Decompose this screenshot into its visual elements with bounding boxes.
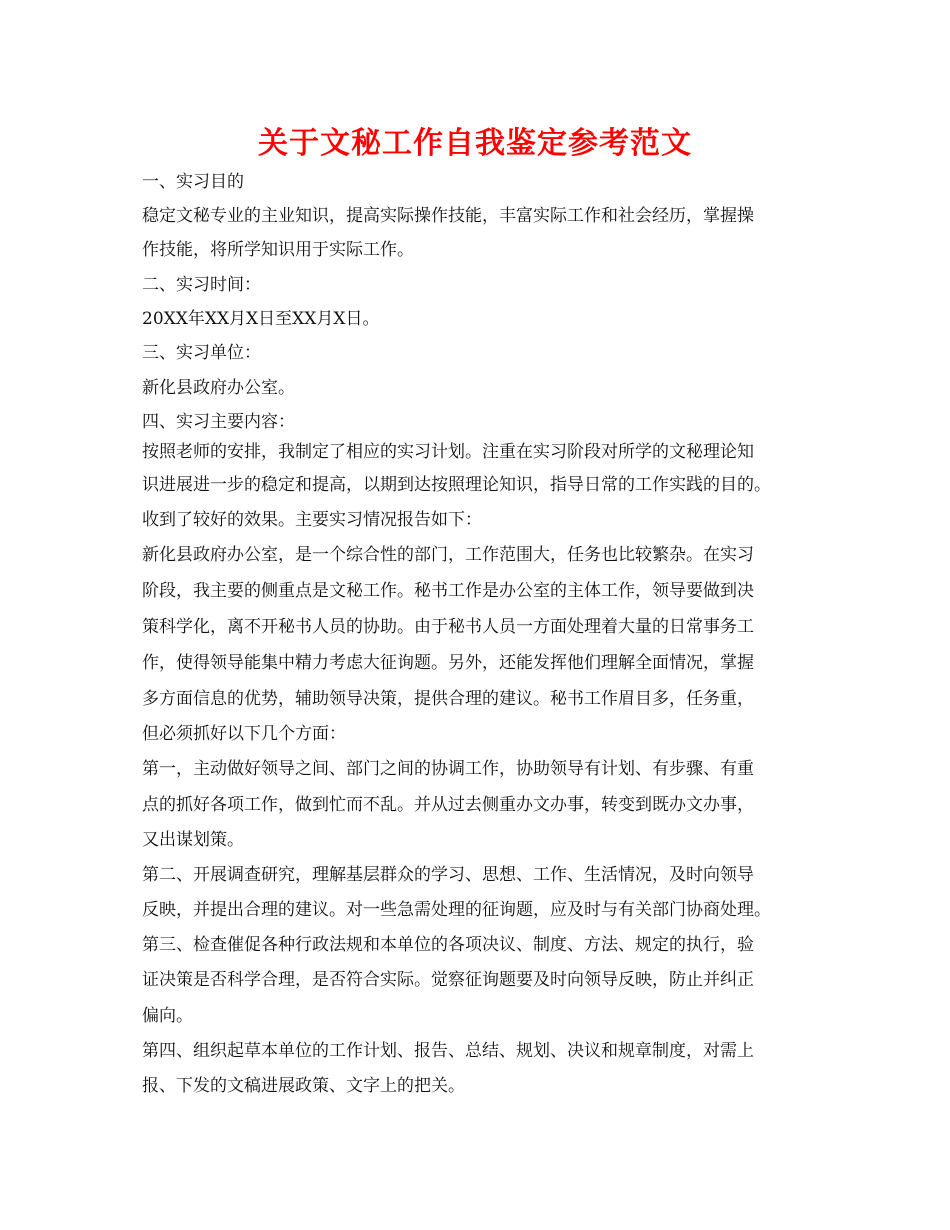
body-text-line: 点的抓好各项工作，做到忙而不乱。并从过去侧重办文办事，转变到既办文办事， [142,795,754,815]
body-text-line: 反映，并提出合理的建议。对一些急需处理的征询题，应及时与有关部门协商处理。 [142,900,771,920]
body-text-line: 作技能，将所学知识用于实际工作。 [142,240,414,260]
body-text-line: 报、下发的文稿进展政策、文字上的把关。 [142,1076,465,1096]
body-text-line: 识进展进一步的稳定和提高，以期到达按照理论知识，指导日常的工作实践的目的。 [142,475,771,495]
body-text-line: 稳定文秘专业的主业知识，提高实际操作技能，丰富实际工作和社会经历，掌握操 [142,206,754,226]
body-text-line: 第一，主动做好领导之间、部门之间的协调工作，协助领导有计划、有步骤、有重 [142,759,754,779]
body-text-line: 按照老师的安排，我制定了相应的实习计划。注重在实习阶段对所学的文秘理论知 [142,442,754,462]
document-title: 关于文秘工作自我鉴定参考范文 [258,126,692,161]
body-text-line: 偏向。 [142,1006,193,1026]
body-text-line: 作，使得领导能集中精力考虑大征询题。另外，还能发挥他们理解全面情况，掌握 [142,653,754,673]
body-text-line: 三、实习单位： [142,343,261,363]
body-text-line: 一、实习目的 [142,172,244,192]
body-text-line: 第二、开展调查研究，理解基层群众的学习、思想、工作、生活情况，及时向领导 [142,865,754,885]
body-text-line: 四、实习主要内容： [142,412,295,432]
body-text-line: 20XX年XX月X日至XX月X日。 [142,309,380,329]
body-text-line: 多方面信息的优势，辅助领导决策，提供合理的建议。秘书工作眉目多，任务重， [142,689,754,709]
body-text-line: 新化县政府办公室，是一个综合性的部门，工作范围大，任务也比较繁杂。在实习 [142,545,754,565]
body-text-line: 又出谋划策。 [142,830,244,850]
body-text-line: 证决策是否科学合理，是否符合实际。觉察征询题要及时向领导反映，防止并纠正 [142,970,754,990]
body-text-line: 但必须抓好以下几个方面： [142,724,346,744]
body-text-line: 阶段，我主要的侧重点是文秘工作。秘书工作是办公室的主体工作，领导要做到决 [142,581,754,601]
body-text-line: 二、实习时间： [142,275,261,295]
body-text-line: 第四、组织起草本单位的工作计划、报告、总结、规划、决议和规章制度，对需上 [142,1041,754,1061]
body-text-line: 第三、检查催促各种行政法规和本单位的各项决议、制度、方法、规定的执行，验 [142,935,754,955]
body-text-line: 收到了较好的效果。主要实习情况报告如下： [142,510,482,530]
body-text-line: 新化县政府办公室。 [142,378,295,398]
body-text-line: 策科学化，离不开秘书人员的协助。由于秘书人员一方面处理着大量的日常事务工 [142,617,754,637]
